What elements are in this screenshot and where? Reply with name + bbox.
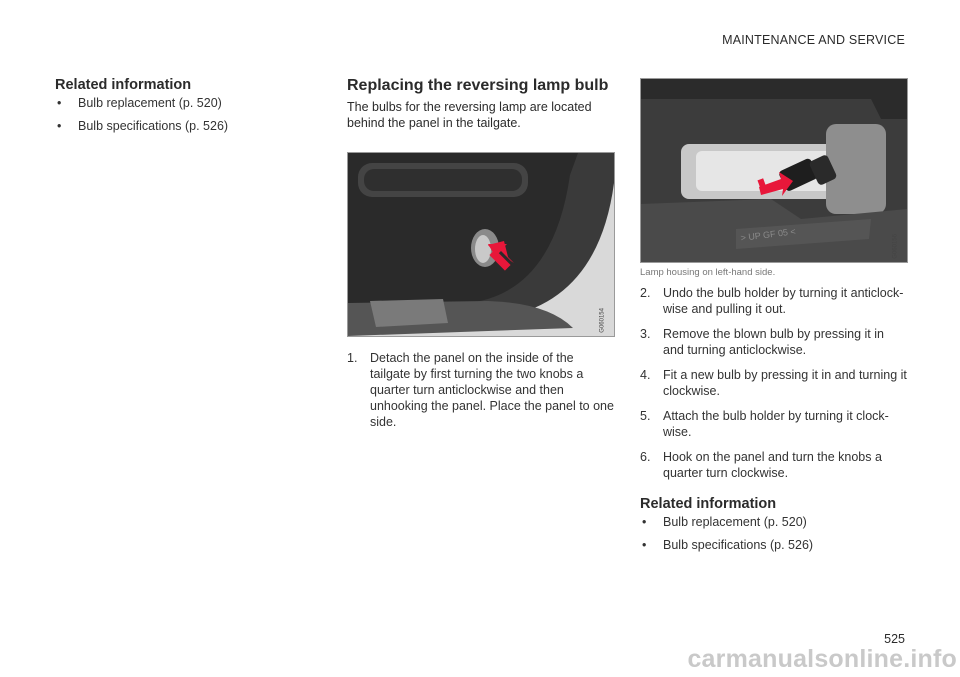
- step-text: Hook on the panel and turn the knobs a quarter turn clockwise.: [663, 450, 882, 480]
- tailgate-panel-illustration: [347, 152, 615, 337]
- step-text: Detach the panel on the inside of the tailgate by first turning the two knobs a quarter turn anticlockwise and then unhooking the panel. Place the panel to one side.: [370, 351, 614, 429]
- list-item[interactable]: [55, 118, 305, 135]
- figure-code: G060156: [893, 234, 899, 259]
- related-info-list: [55, 95, 305, 135]
- related-info-heading: Related information: [55, 77, 192, 93]
- watermark: carmanualsonline.info: [687, 645, 957, 673]
- page-header: MAINTENANCE AND SERVICE: [722, 33, 905, 47]
- step-text: Attach the bulb holder by turning it clock-wise.: [663, 409, 889, 439]
- related-info-list: [640, 514, 908, 554]
- step-text: Undo the bulb holder by turning it anticlock-wise and pulling it out.: [663, 286, 904, 316]
- step-item: [640, 285, 908, 317]
- lamp-housing-drawing: [641, 79, 907, 262]
- left-column: [55, 77, 305, 141]
- tailgate-panel-drawing: [348, 153, 614, 336]
- bullet: •: [642, 538, 647, 552]
- related-link-bulb-replacement[interactable]: Bulb replacement (p. 520): [78, 96, 222, 110]
- right-column: [640, 77, 908, 560]
- step-item: [640, 367, 908, 399]
- housing-engraving: > UP GF 05 <: [740, 226, 797, 243]
- steps-list-a: [347, 350, 615, 430]
- related-info-heading: Related information: [640, 496, 777, 512]
- step-item: [640, 326, 908, 358]
- list-item[interactable]: [640, 514, 908, 531]
- related-link-bulb-specifications[interactable]: Bulb specifications (p. 526): [78, 119, 229, 133]
- related-link-bulb-replacement[interactable]: Bulb replacement (p. 520): [663, 515, 807, 529]
- step-text: Fit a new bulb by pressing it in and turning it clockwise.: [663, 368, 907, 398]
- step-text: Remove the blown bulb by pressing it in and turning anticlockwise.: [663, 327, 884, 357]
- step-item: [640, 449, 908, 481]
- step-number: 6.: [640, 450, 651, 464]
- page-number: 525: [884, 632, 905, 646]
- steps-list-b: [640, 285, 908, 481]
- list-item[interactable]: [55, 95, 305, 112]
- related-link-bulb-specifications[interactable]: Bulb specifications (p. 526): [663, 538, 814, 552]
- main-column: [347, 77, 615, 439]
- list-item[interactable]: [640, 537, 908, 554]
- intro-text: The bulbs for the reversing lamp are located behind the panel in the tailgate.: [347, 100, 592, 130]
- step-number: 5.: [640, 409, 651, 423]
- step-number: 1.: [347, 351, 358, 365]
- bullet: •: [57, 119, 62, 133]
- step-item: [640, 408, 908, 440]
- figure-caption: Lamp housing on left-hand side.: [640, 267, 776, 278]
- step-number: 4.: [640, 368, 651, 382]
- bullet: •: [642, 515, 647, 529]
- section-title: Replacing the reversing lamp bulb: [347, 77, 609, 94]
- step-number: 2.: [640, 286, 651, 300]
- figure-code: G060154: [600, 308, 606, 333]
- lamp-housing-illustration: [640, 78, 908, 263]
- step-number: 3.: [640, 327, 651, 341]
- bullet: •: [57, 96, 62, 110]
- step-item: [347, 350, 615, 430]
